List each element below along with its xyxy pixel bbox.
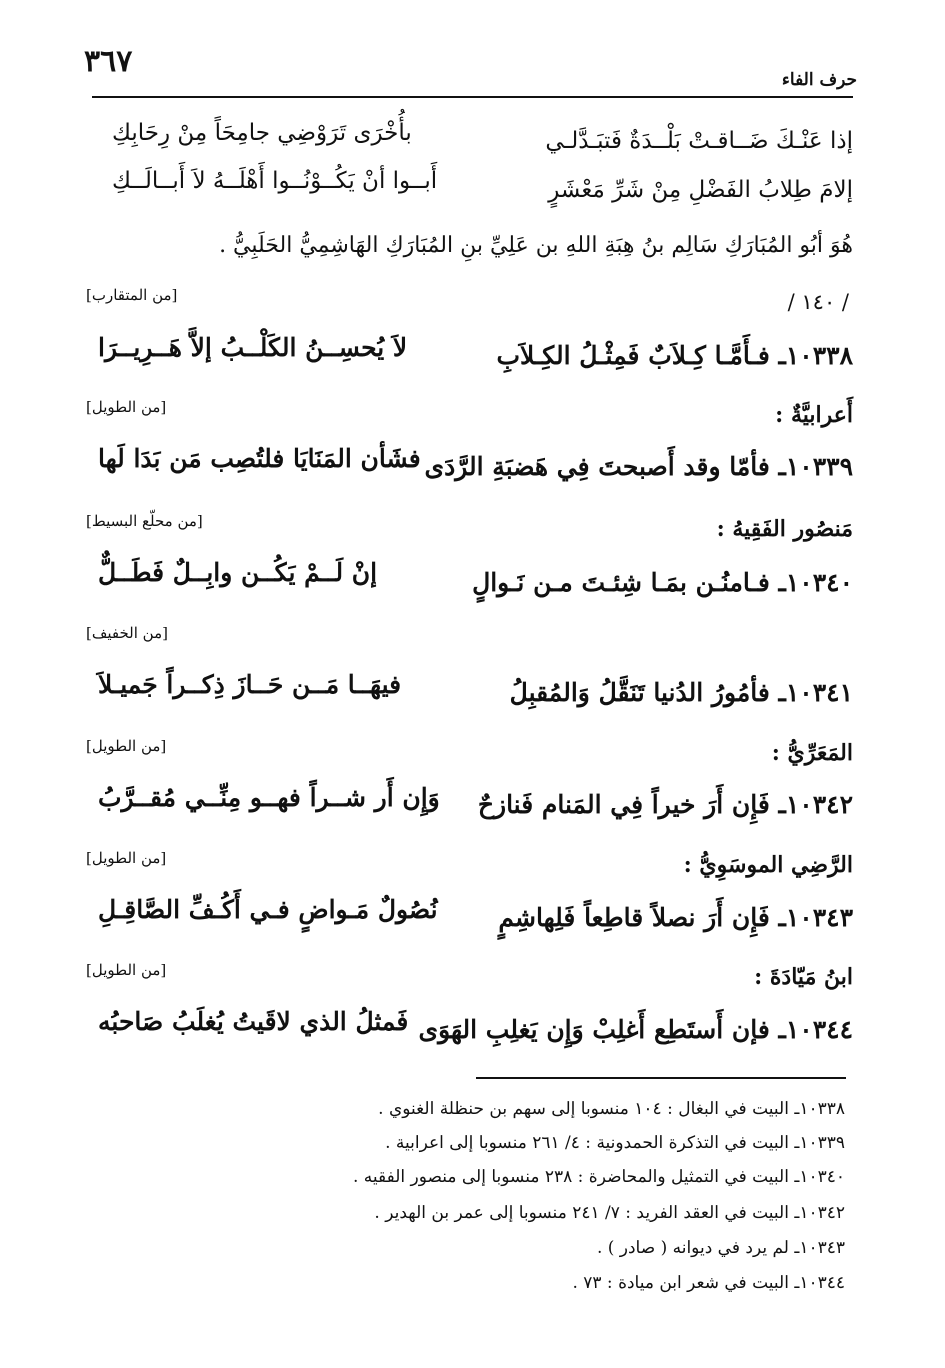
verse-10341-first-hemistich: ١٠٣٤١ـ فأمُورُ الدُنيا تَنَقَّلُ وَالمُقبِلُ — [509, 678, 853, 707]
footnote: ١٠٣٣٩ـ البيت في التذكرة الحمدونية : ٤/ ٢٦١ منسوبا إلى اعرابية . — [385, 1133, 845, 1153]
poet-biography-note: هُوَ أبُو المُبَارَكِ سَالِم بنُ هِبَةِ اللهِ بن عَلِيِّ بنِ المُبَارَكِ الهَاشِمِيُّ الحَلَبِيُّ . — [219, 233, 853, 258]
footnote: ١٠٣٤٣ـ لم يرد في ديوانه ( صادر ) . — [596, 1238, 845, 1258]
page-reference: / ١٤٠ / — [787, 290, 849, 314]
poet-name: الرَّضِي الموسَوِيُّ : — [683, 852, 853, 878]
verse-10343-first-hemistich: ١٠٣٤٣ـ فَإِن أَرَ نصلاً قاطِعاً فَلِهاشِمٍ — [498, 903, 853, 932]
meter-label: [من الطويل] — [86, 961, 167, 979]
meter-label: [من المتقارب] — [86, 286, 178, 304]
verse-10342-second-hemistich: وَإِن أَر شــراً فهــو مِنِّــي مُقــرَّبُ — [98, 783, 440, 812]
verse-10338-second-hemistich: لاَ يُحسِــنُ الكَلْــبُ إلاَّ هَــرِيــرَا — [98, 333, 408, 362]
intro-verse-2-second-hemistich: أَبــوا أنْ يَكُــوْنُــوا أَهْلَــهُ لاَ أَبــالَــكِ — [112, 168, 438, 194]
intro-verse-2-first-hemistich: إلامَ طِلابُ الفَضْلِ مِنْ شَرِّ مَعْشَرٍ — [548, 177, 853, 203]
verse-10340-first-hemistich: ١٠٣٤٠ـ فـامنُـن بمَـا شِئـتَ مـن نَـوالٍ — [472, 568, 853, 597]
footnote: ١٠٣٤٠ـ البيت في التمثيل والمحاضرة : ٢٣٨ منسوبا إلى منصور الفقيه . — [352, 1167, 845, 1187]
verse-10341-second-hemistich: فيهَــا مَــن حَــازَ ذِكــراً جَميـلاَ — [98, 670, 402, 699]
poet-name: مَنصُور الفَقِيهُ : — [716, 516, 853, 542]
verse-10344-first-hemistich: ١٠٣٤٤ـ فإن أَستَطِع أَغلِبْ وَإِن يَغلِبِ الهَوَى — [418, 1015, 853, 1044]
meter-label: [من محلّع البسيط] — [86, 512, 203, 530]
meter-label: [من الطويل] — [86, 398, 167, 416]
verse-10340-second-hemistich: إنْ لَــمْ يَكُــن وابِــلٌ فَطَــلٌّ — [98, 558, 378, 587]
footnote: ١٠٣٣٨ـ البيت في البغال : ١٠٤ منسوبا إلى سهم بن حنظلة الغنوي . — [378, 1099, 845, 1119]
chapter-title: حرف الفاء — [781, 70, 857, 90]
meter-label: [من الخفيف] — [86, 624, 168, 642]
poet-name: ابنُ مَيّادَةَ : — [754, 964, 853, 990]
verse-10339-first-hemistich: ١٠٣٣٩ـ فأمّا وقد أَصبحتَ فِي هَضبَةِ الرَّدَى — [424, 452, 853, 481]
header-rule — [92, 96, 853, 98]
verse-10343-second-hemistich: نُصُولٌ مَـواضٍ فـي أَكُـفِّ الصَّاقِـلِ — [98, 895, 438, 924]
verse-10339-second-hemistich: فشَأن المَنَايَا فلتُصِب مَن بَدَا لَها — [98, 444, 421, 473]
footnote: ١٠٣٤٢ـ البيت في العقد الفريد : ٧/ ٢٤١ منسوبا إلى عمر بن الهدير . — [374, 1203, 845, 1223]
footnote-rule — [476, 1077, 846, 1079]
meter-label: [من الطويل] — [86, 849, 167, 867]
poet-name: المَعَرِّيُّ : — [771, 740, 853, 766]
meter-label: [من الطويل] — [86, 737, 167, 755]
verse-10338-first-hemistich: ١٠٣٣٨ـ فـأَمَّـا كِـلاَبٌ فَمِثْـلُ الكِـلاَبِ — [496, 341, 853, 370]
footnote: ١٠٣٤٤ـ البيت في شعر ابن ميادة : ٧٣ . — [572, 1273, 845, 1293]
poet-name: أَعرابيَّةٌ : — [775, 402, 853, 428]
verse-10344-second-hemistich: فَمثلُ الذي لاقَيتُ يُغلَبُ صَاحبُه — [98, 1007, 409, 1036]
page-number: ٣٦٧ — [84, 44, 133, 79]
intro-verse-1-first-hemistich: إذا عَنْـكَ ضَــاقـتْ بَلْــدَةٌ فَتبَـدَّلـي — [545, 128, 853, 154]
verse-10342-first-hemistich: ١٠٣٤٢ـ فَإِن أَرَ خيراً فِي المَنام فَنازحٌ — [477, 790, 853, 819]
intro-verse-1-second-hemistich: بأُخْرَى تَرَوْضِي جامِحَاً مِنْ رِحَابِكِ — [112, 120, 412, 146]
